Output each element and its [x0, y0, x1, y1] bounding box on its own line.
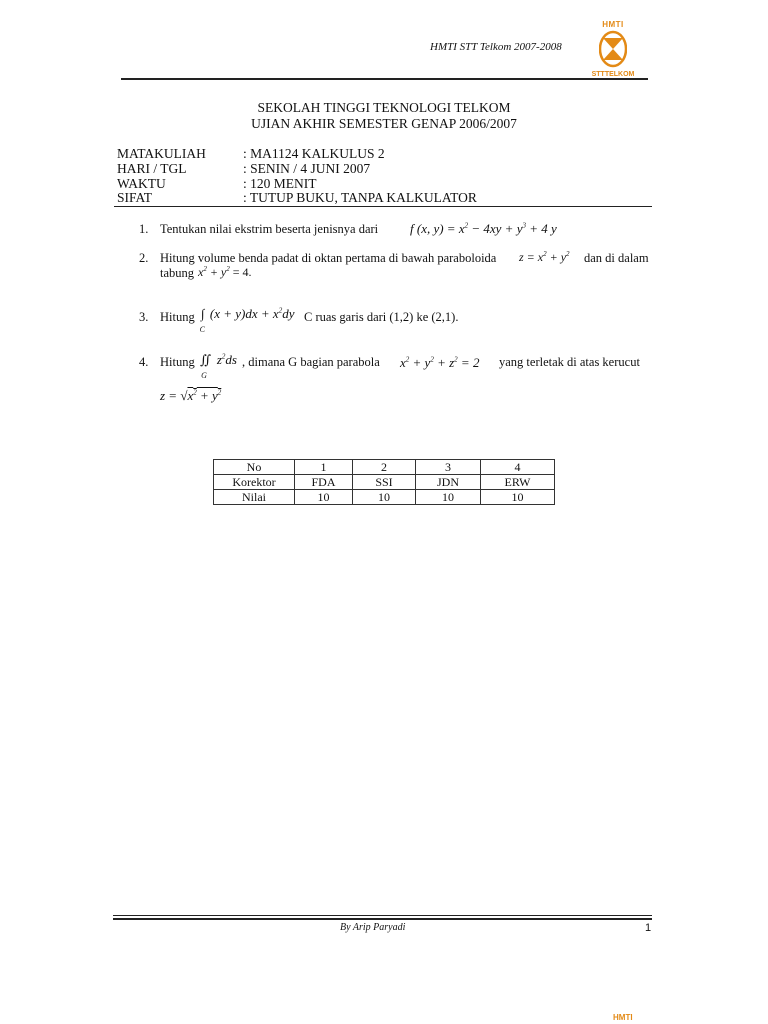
running-header: HMTI STT Telkom 2007-2008 [430, 41, 562, 53]
hmti-logo [590, 20, 636, 78]
info-label-date: HARI / TGL [117, 161, 187, 176]
table-cell: 10 [353, 490, 416, 505]
question-2-number: 2. [139, 251, 149, 265]
question-1-formula: f (x, $y) = x^2 - 4xy + y^3 + 4$ y [410, 221, 557, 236]
exam-title: UJIAN AKHIR SEMESTER GENAP 2006/2007 [251, 116, 517, 131]
question-4-integral: $∬_Gz^2ds$ [200, 352, 237, 380]
table-cell: Korektor [214, 475, 295, 490]
question-1-number: 1. [139, 222, 149, 236]
info-value-time: : 120 MENIT [243, 176, 317, 191]
footer-divider-top [113, 915, 652, 916]
question-4-cone: $z = √x^2 + y^2$ [160, 388, 222, 403]
question-3-integral: $\int_C(x + y)dx + x^2dy$ [199, 306, 295, 334]
table-cell: 10 [416, 490, 481, 505]
institution-title: SEKOLAH TINGGI TEKNOLOGI TELKOM [257, 100, 511, 115]
question-4-text-b: , dimana G bagian parabola [242, 355, 380, 369]
question-2-text-c: tabung [160, 266, 195, 280]
table-cell: Nilai [214, 490, 295, 505]
table-cell: No [214, 460, 295, 475]
info-value-course: : MA1124 KALKULUS 2 [243, 146, 385, 161]
logo-bottom-text: STTTELKOM [591, 71, 635, 78]
logo-top-text: HMTI [602, 20, 624, 29]
score-table [213, 459, 555, 505]
table-cell: 10 [295, 490, 353, 505]
info-label-time: WAKTU [117, 176, 166, 191]
table-cell: 3 [416, 460, 481, 475]
question-4-surface: $x^2 + y^2 + z^2 = 2$ [400, 355, 480, 370]
table-cell: 1 [295, 460, 353, 475]
table-cell: 10 [481, 490, 555, 505]
info-divider [114, 206, 652, 207]
question-4-text-c: yang terletak di atas kerucut [499, 355, 640, 369]
question-2-cylinder: $x^2 + y^2 = 4$. [198, 265, 252, 279]
table-cell: FDA [295, 475, 353, 490]
question-2-text-b: dan di dalam [584, 251, 649, 265]
question-2-paraboloid: $z = x^2 + y^2$ [519, 250, 570, 264]
info-label-course: MATAKULIAH [117, 146, 206, 161]
question-4-text: Hitung [160, 355, 195, 369]
table-cell: JDN [416, 475, 481, 490]
table-cell: 2 [353, 460, 416, 475]
page-number: 1 [645, 922, 652, 934]
info-label-nature: SIFAT [117, 190, 153, 205]
table-cell: 4 [481, 460, 555, 475]
table-row [214, 460, 555, 475]
table-row [214, 475, 555, 490]
info-value-nature: : TUTUP BUKU, TANPA KALKULATOR [243, 190, 477, 205]
table-row [214, 490, 555, 505]
bottom-logo-text: HMTI [613, 1013, 633, 1022]
question-3-text: Hitung [160, 310, 195, 324]
footer-divider-bottom [113, 918, 652, 920]
hourglass-emblem-icon [599, 30, 627, 68]
question-3-number: 3. [139, 310, 149, 324]
table-cell: SSI [353, 475, 416, 490]
footer-author: By Arip Paryadi [340, 922, 406, 933]
question-4-number: 4. [139, 355, 149, 369]
question-2-text: Hitung volume benda padat di oktan pertama di bawah paraboloida [160, 251, 497, 265]
question-3-text-b: C ruas garis dari (1,2) ke (2,1). [304, 310, 459, 324]
question-1-text: Tentukan nilai ekstrim beserta jenisnya dari [160, 222, 379, 236]
info-value-date: : SENIN / 4 JUNI 2007 [243, 161, 371, 176]
table-cell: ERW [481, 475, 555, 490]
header-divider [121, 78, 648, 80]
